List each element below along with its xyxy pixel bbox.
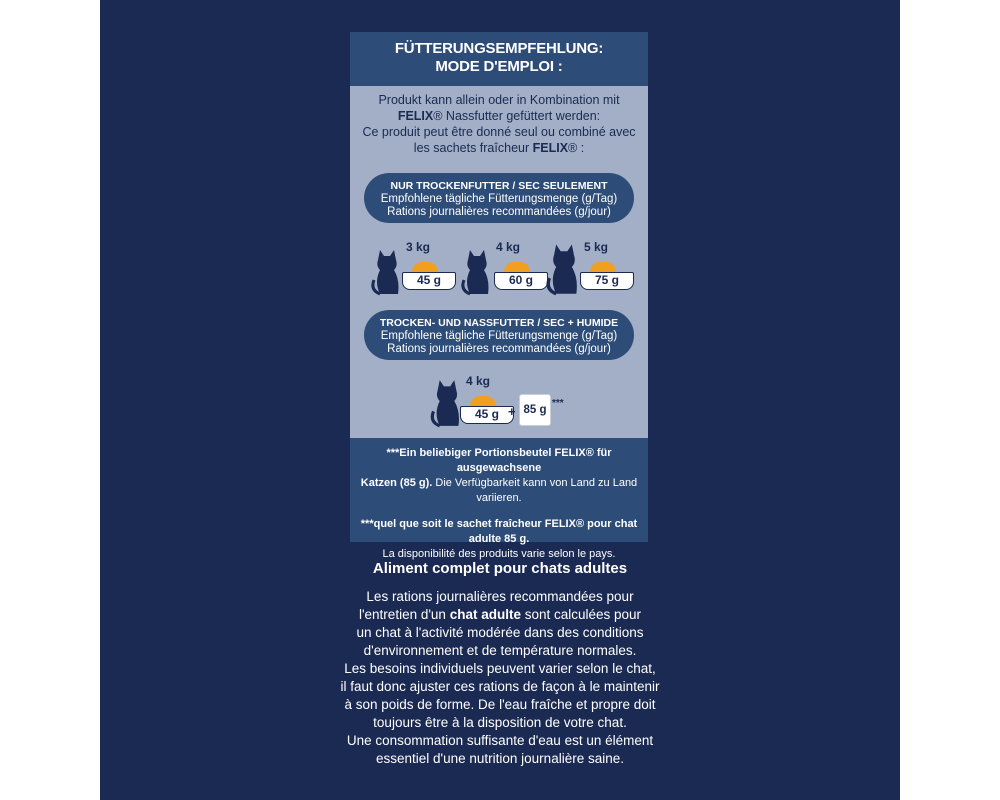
intro-text <box>350 92 648 156</box>
product-description-title: Aliment complet pour chats adultes <box>372 560 628 577</box>
intro-de-line2: FELIX® Nassfutter gefüttert werden: <box>397 109 601 123</box>
bowl-amount: 45 g <box>460 406 514 424</box>
mixed-item-4kg <box>430 370 530 430</box>
food-icon <box>412 262 438 272</box>
dry-only-title: NUR TROCKENFUTTER / SEC SEULEMENT <box>390 180 608 192</box>
cat-silhouette-icon <box>546 240 582 296</box>
dry-wet-title: TROCKEN- UND NASSFUTTER / SEC + HUMIDE <box>379 317 619 329</box>
dry-wet-line-de: Empfohlene tägliche Fütterungsmenge (g/Tag) <box>380 330 618 342</box>
plus-sign: + <box>508 404 516 419</box>
dry-only-pill <box>364 173 634 223</box>
header-title-de: FÜTTERUNGSEMPFEHLUNG: <box>394 40 604 57</box>
dry-weight-label: 4 kg <box>496 240 521 254</box>
dry-weight-label: 5 kg <box>584 240 609 254</box>
product-description-text: Les rations journalières recommandées pour l'entretien d'un chat adulte sont calculées pour un chat à l'activité modérée dans des conditions d'environnement et de température normales. Les besoins individuels peuvent varier selon le chat, il faut donc ajuster ces rations de façon à le maintenir à son poids de forme. De l'eau fraîche et propre doit toujours être à la disposition de votre chat. Une consommation suffisante d'eau est un élément essentiel d'une nutrition journalière saine. <box>340 589 660 766</box>
intro-fr-line1: Ce produit peut être donné seul ou combiné avec <box>362 125 636 139</box>
dry-only-line-de: Empfohlene tägliche Fütterungsmenge (g/Tag) <box>380 193 618 205</box>
cat-silhouette-icon <box>430 376 464 428</box>
footnote-fr: ***quel que soit le sachet fraîcheur FELIX® pour chat adulte 85 g. La disponibilité des produits varie selon le pays. <box>360 518 638 560</box>
dry-item-4kg <box>460 236 550 296</box>
intro-fr-line2: les sachets fraîcheur FELIX® : <box>413 141 585 155</box>
bowl-amount: 45 g <box>402 272 456 290</box>
footnotes <box>350 438 648 560</box>
cat-silhouette-icon <box>372 246 402 296</box>
dry-weight-label: 3 kg <box>406 240 431 254</box>
mixed-weight-label: 4 kg <box>466 374 491 388</box>
dry-wet-line-fr: Rations journalières recommandées (g/jour) <box>387 343 611 355</box>
dry-item-3kg <box>372 236 462 296</box>
dry-only-line-fr: Rations journalières recommandées (g/jour) <box>387 206 611 218</box>
card-header <box>350 32 648 86</box>
bowl-amount: 75 g <box>580 272 634 290</box>
food-icon <box>504 262 530 272</box>
intro-de-line1: Produkt kann allein oder in Kombination mit <box>378 93 620 107</box>
footnote-stars: *** <box>552 398 564 409</box>
food-icon <box>470 396 496 406</box>
cat-silhouette-icon <box>460 246 494 296</box>
dry-wet-pill <box>364 310 634 360</box>
footnote-de: ***Ein beliebiger Portionsbeutel FELIX® für ausgewachsene Katzen (85 g). Die Verfügbarkeit kann von Land zu Land variieren. <box>360 447 638 504</box>
bowl-amount: 60 g <box>494 272 548 290</box>
dry-item-5kg <box>546 236 636 296</box>
feeding-guide-card <box>350 32 648 560</box>
food-icon <box>590 262 616 272</box>
header-title-fr: MODE D'EMPLOI : <box>435 58 563 75</box>
wet-food-pouch-icon: 85 g <box>519 394 551 426</box>
